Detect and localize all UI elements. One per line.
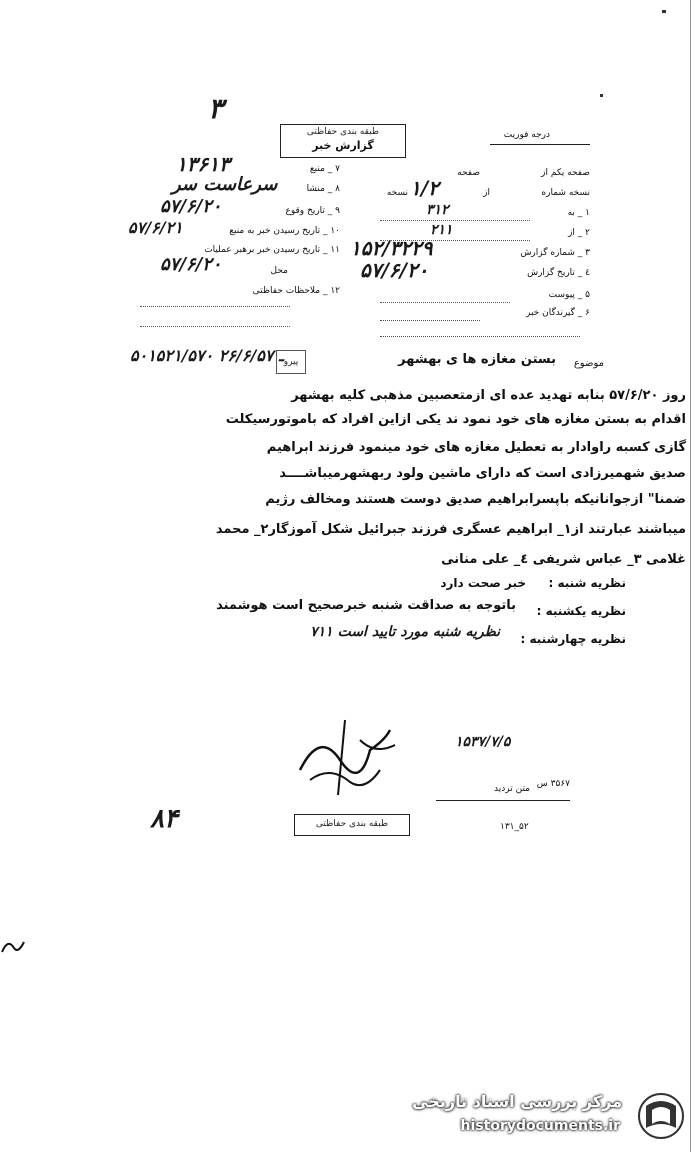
field-to-label: ۱ _ به <box>567 208 590 218</box>
field-received-by-leader-label: ۱۱ _ تاریخ رسیدن خبر برهبر عملیات <box>204 245 340 255</box>
classification-box-bottom <box>294 814 410 836</box>
field-to-line <box>380 220 530 221</box>
notes-line-1 <box>140 306 290 307</box>
form-number: ۵۲_۱۳۱ <box>500 822 529 832</box>
opinion-saturday-text: خبر صحت دارد <box>440 576 526 590</box>
subject-label: موضوع <box>573 358 604 369</box>
field-report-date-label: ٤ _ تاریخ گزارش <box>527 268 590 278</box>
field-copy-label: نسخه شماره <box>541 188 590 198</box>
field-security-notes-label: ۱۲ _ ملاحظات حفاظتی <box>252 286 340 296</box>
watermark-url: historydocuments.ir <box>460 1118 620 1134</box>
scan-speck <box>600 94 603 97</box>
field-origin-value: سرعاست سر <box>172 174 278 195</box>
field-origin-label: ۸ _ منشا <box>306 184 340 194</box>
body-line: صدیق شهمیرزادی است که دارای ماشین ولود ربهشهرمیباشــــد <box>279 466 686 481</box>
body-line: میباشند عبارتند از۱_ ابراهیم عسگری فرزند جبرائیل شکل آموزگار۲_ محمد <box>215 522 686 537</box>
opinion-sunday-text: باتوجه به صداقت شنبه خبرصحیح است هوشمند <box>216 598 516 613</box>
field-copy-value: ۱/۲ <box>410 176 439 200</box>
field-page-suffix: صفحه <box>457 168 480 178</box>
opinion-sunday-label: نظریه یکشنبه : <box>536 604 626 618</box>
field-attachment-line <box>380 302 510 303</box>
field-from-label: ۲ _ از <box>568 228 590 238</box>
field-source-label: ۷ _ منبع <box>309 164 340 174</box>
field-report-number-label: ۳ _ شماره گزارش <box>520 248 590 258</box>
notes-line-2 <box>140 326 290 327</box>
field-received-by-source-label: ۱۰ _ تاریخ رسیدن خبر به منبع <box>229 226 340 236</box>
field-received-by-source-value: ۵۷/۶/۲۱ <box>128 218 183 237</box>
opinion-wednesday-label: نظریه چهارشنبه : <box>520 632 626 646</box>
signature-scribble <box>290 710 410 800</box>
field-copy-suffix: از <box>483 188 490 198</box>
field-attachment-label: ۵ _ پیوست <box>548 290 590 300</box>
body-line: ضمنا" ازجوانانیکه باپسرابراهیم صدیق دوست هستند ومخالف رژیم <box>265 492 686 507</box>
classification-label: طبقه بندی حفاظتی <box>306 127 380 137</box>
body-line: روز ۵۷/۶/۲۰ بنابه تهدید عده ای ازمتعصبین مذهبی کلیه بهشهر <box>291 388 686 403</box>
watermark-title: مرکز بررسی اسناد تاریخی <box>412 1092 622 1111</box>
field-location-label: محل <box>270 266 288 276</box>
opinion-saturday-label: نظریه شنبه : <box>548 576 626 590</box>
page-mark: ۳ <box>208 92 224 125</box>
report-title: گزارش خبر <box>312 139 374 152</box>
archive-rule <box>436 800 570 801</box>
field-to-value: ۳۱۲ <box>426 202 449 218</box>
archive-code: ۳۵۶۷ س <box>536 779 570 789</box>
watermark <box>408 1086 692 1146</box>
signature-date: ۱۵۳۷/۷/۵ <box>455 734 511 750</box>
classification-box-top <box>280 124 406 158</box>
field-event-date-value: ۵۷/۶/۲۰ <box>160 196 222 217</box>
scan-speck <box>662 10 666 13</box>
field-source-value: ۱۳۶۱۳ <box>176 152 230 176</box>
field-report-number-value: ۱۵۲/۳۲۲۹ <box>350 236 433 260</box>
scan-edge-line <box>690 0 691 1152</box>
watermark-logo-icon <box>632 1090 690 1142</box>
subject-ref: ۵۰۱۵۲۱/۵۷۰ ـ ۲۶/۶/۵۷ <box>130 346 284 365</box>
subject-text: بستن مغازه ها ی بهشهر <box>398 352 556 367</box>
subject-stamp-word: پیرو <box>283 357 299 367</box>
archive-note: متن تردید <box>494 784 530 794</box>
field-copy-suffix2: نسخه <box>386 188 408 198</box>
edge-scribble <box>0 934 30 958</box>
priority-rule <box>490 144 590 145</box>
field-recipients-line <box>380 320 480 321</box>
body-line: غلامی ۳_ عباس شریفی ٤_ علی منانی <box>441 552 686 567</box>
field-recipients-label: ۶ _ گیرندگان خبر <box>525 308 590 318</box>
field-from-value: ۲۱۱ <box>430 222 453 238</box>
opinion-wednesday-text: نظریه شنبه مورد تایید است ۷۱۱ <box>310 624 500 640</box>
field-event-date-label: ۹ _ تاریخ وقوع <box>285 206 340 216</box>
body-line: گازی کسبه راوادار به تعطیل مغازه های خود مینمود فرزند ابراهیم <box>266 440 686 455</box>
classification-label-bottom: طبقه بندی حفاظتی <box>315 819 389 829</box>
field-location-value: ۵۷/۶/۲۰ <box>160 254 222 275</box>
body-line: اقدام به بستن مغازه های خود نمود ند یکی ازاین افراد که باموتورسیکلت <box>225 412 686 427</box>
left-mark: ۸۴ <box>150 804 178 834</box>
field-recipients-line-2 <box>380 336 580 337</box>
field-page-label: صفحه یکم از <box>541 168 590 178</box>
priority-label: درجه فوریت <box>503 130 550 140</box>
field-report-date-value: ۵۷/۶/۲۰ <box>360 258 429 282</box>
